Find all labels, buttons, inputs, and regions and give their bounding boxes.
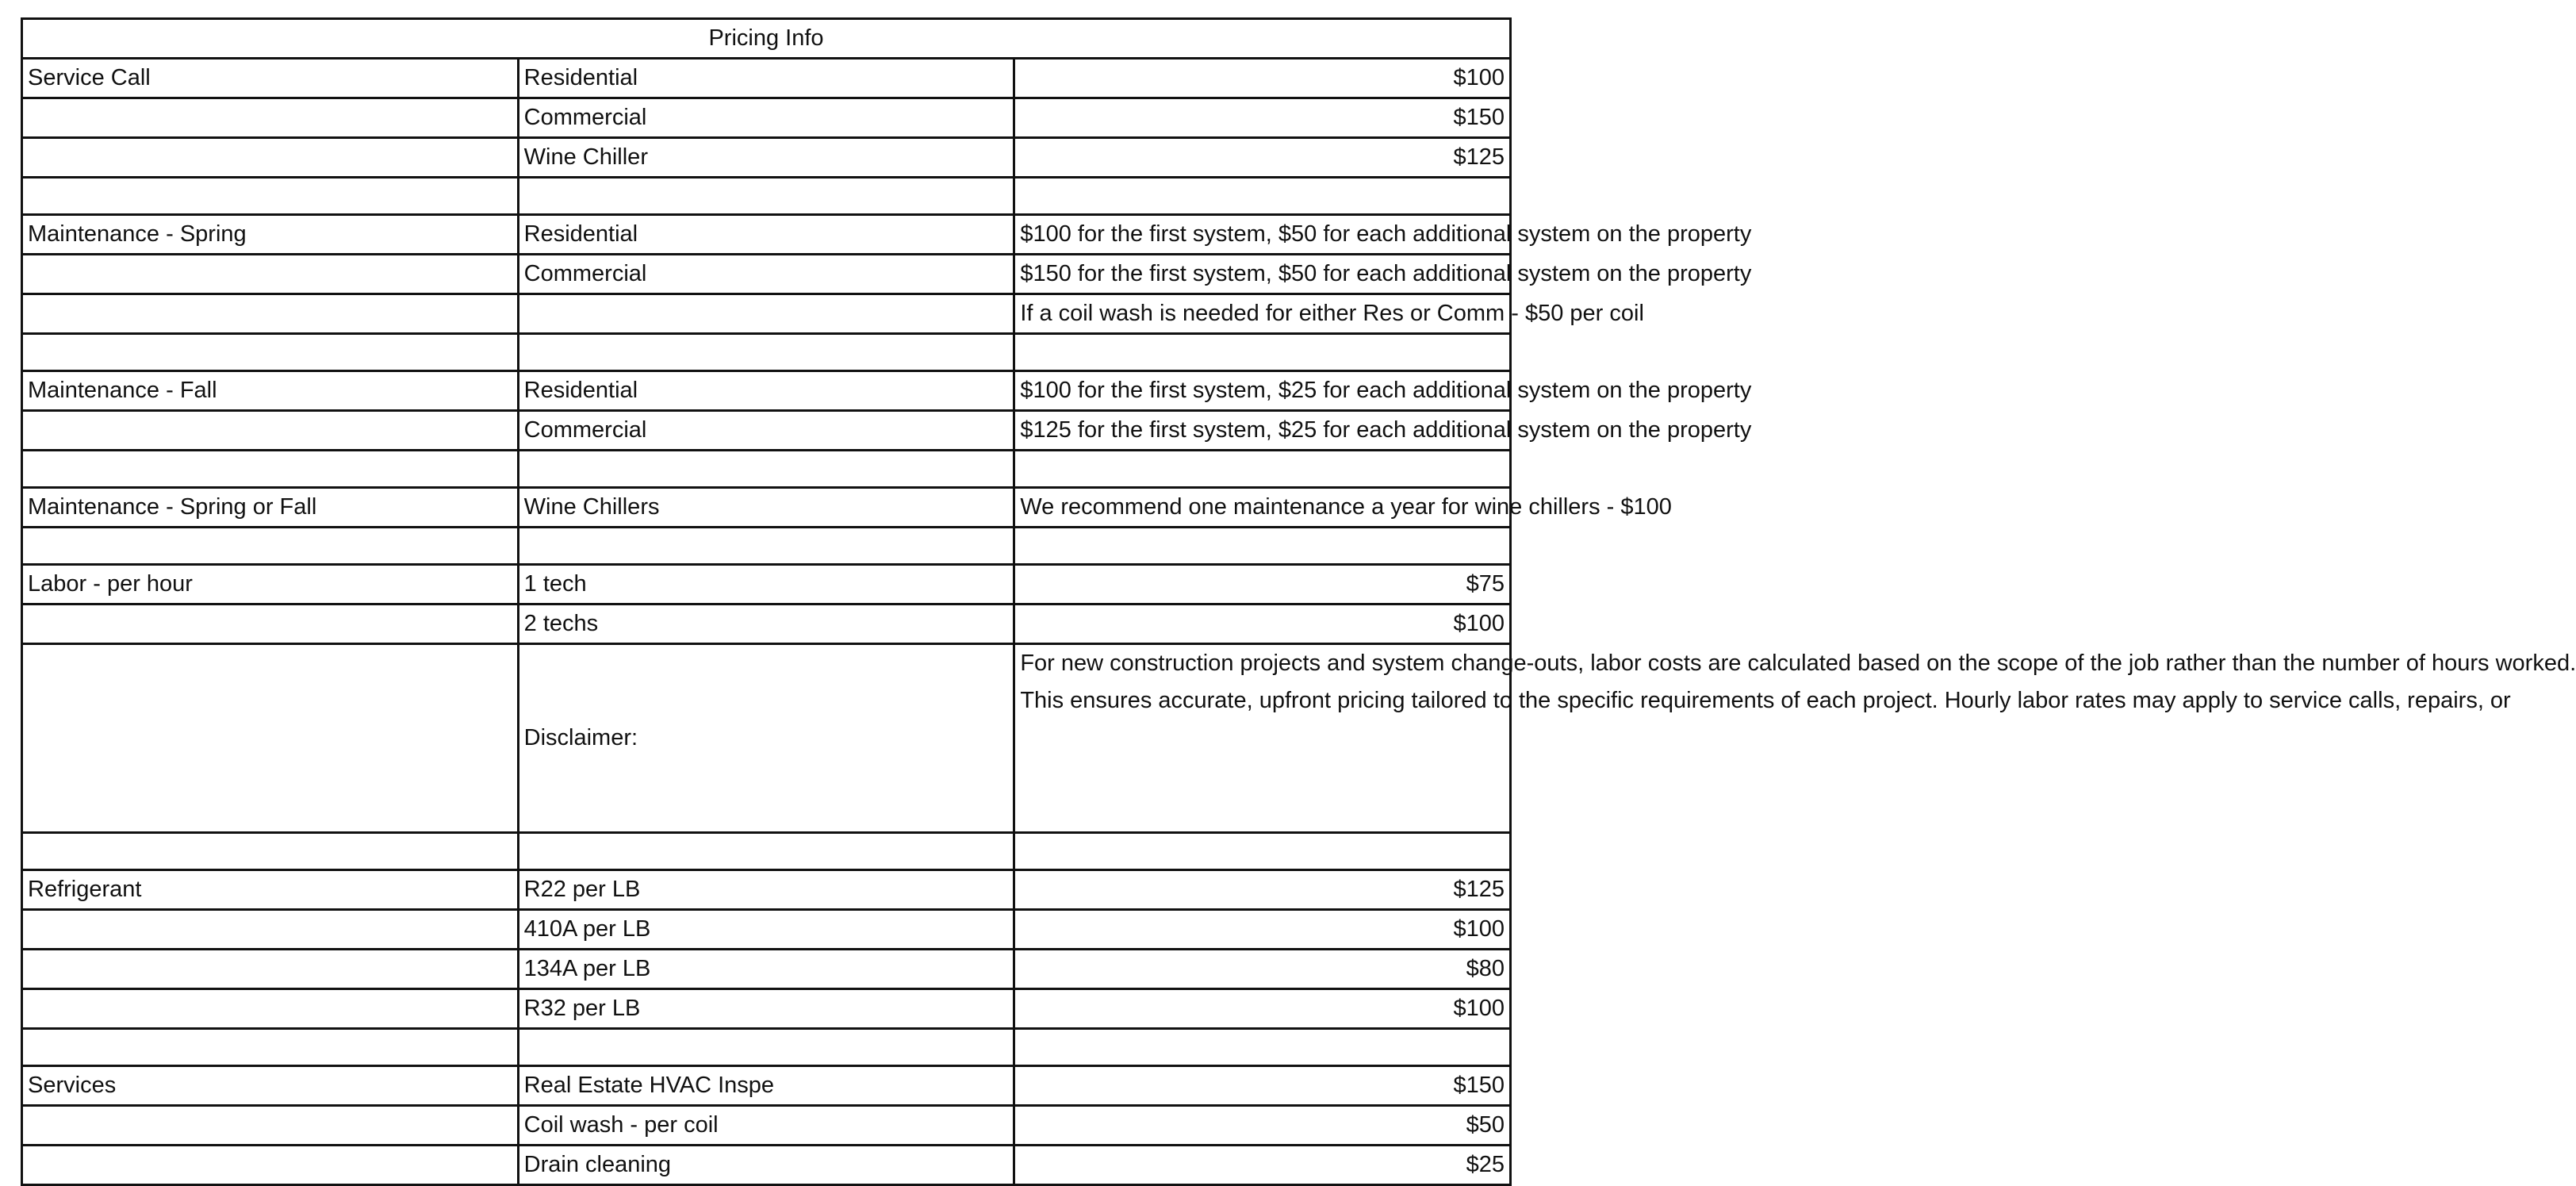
- category-cell[interactable]: [22, 833, 519, 870]
- price-cell[interactable]: [1014, 334, 1511, 371]
- table-row: [22, 98, 1511, 138]
- price-cell[interactable]: [1014, 833, 1511, 870]
- price-cell[interactable]: $100: [1014, 910, 1511, 950]
- table-row: [22, 451, 1511, 488]
- price-cell[interactable]: $150: [1014, 1066, 1511, 1106]
- title-row: [22, 19, 1511, 59]
- item-cell[interactable]: Commercial: [518, 411, 1014, 451]
- table-row: [22, 371, 1511, 411]
- category-cell[interactable]: [22, 255, 519, 294]
- disclaimer-paragraph-1: For new construction projects and system change-outs, labor costs are calculated based on the scope of the job rather than the number of hours worked.: [1020, 651, 2576, 676]
- table-row: [22, 255, 1511, 294]
- price-cell[interactable]: $100 for the first system, $25 for each additional system on the property: [1014, 371, 1511, 411]
- item-cell[interactable]: Residential: [518, 59, 1014, 98]
- category-cell[interactable]: [22, 1029, 519, 1066]
- item-cell[interactable]: [518, 178, 1014, 215]
- disclaimer-paragraph-2: This ensures accurate, upfront pricing tailored to the specific requirements of each project. Hourly labor rates may apply to service calls, repairs, or: [1020, 688, 2511, 713]
- table-title[interactable]: Pricing Info: [22, 19, 1511, 59]
- price-cell[interactable]: $100: [1014, 989, 1511, 1029]
- price-cell[interactable]: $100 for the first system, $50 for each additional system on the property: [1014, 215, 1511, 255]
- item-cell[interactable]: Wine Chiller: [518, 138, 1014, 178]
- table-row: [22, 605, 1511, 644]
- item-cell[interactable]: [518, 294, 1014, 334]
- price-cell[interactable]: $125 for the first system, $25 for each additional system on the property: [1014, 411, 1511, 451]
- price-cell[interactable]: $125: [1014, 138, 1511, 178]
- item-cell[interactable]: 2 techs: [518, 605, 1014, 644]
- category-cell[interactable]: [22, 178, 519, 215]
- item-cell[interactable]: Commercial: [518, 98, 1014, 138]
- item-cell[interactable]: [518, 833, 1014, 870]
- item-cell[interactable]: 1 tech: [518, 565, 1014, 605]
- category-cell[interactable]: [22, 334, 519, 371]
- table-row: [22, 1066, 1511, 1106]
- table-row: [22, 870, 1511, 910]
- price-cell[interactable]: $25: [1014, 1146, 1511, 1185]
- category-cell[interactable]: [22, 451, 519, 488]
- table-row: [22, 1146, 1511, 1185]
- category-cell[interactable]: Service Call: [22, 59, 519, 98]
- item-cell[interactable]: Wine Chillers: [518, 488, 1014, 528]
- table-row: [22, 294, 1511, 334]
- category-cell[interactable]: [22, 1146, 519, 1185]
- price-cell[interactable]: [1014, 528, 1511, 565]
- price-cell[interactable]: $50: [1014, 1106, 1511, 1146]
- item-cell[interactable]: Drain cleaning: [518, 1146, 1014, 1185]
- item-cell[interactable]: 410A per LB: [518, 910, 1014, 950]
- category-cell[interactable]: [22, 910, 519, 950]
- category-cell[interactable]: Maintenance - Fall: [22, 371, 519, 411]
- item-cell[interactable]: Coil wash - per coil: [518, 1106, 1014, 1146]
- table-row: [22, 334, 1511, 371]
- category-cell[interactable]: Maintenance - Spring: [22, 215, 519, 255]
- price-cell[interactable]: $100: [1014, 605, 1511, 644]
- pricing-table: [21, 17, 2576, 1186]
- category-cell[interactable]: Maintenance - Spring or Fall: [22, 488, 519, 528]
- category-cell[interactable]: [22, 294, 519, 334]
- price-cell[interactable]: [1014, 451, 1511, 488]
- table-row: [22, 528, 1511, 565]
- disclaimer-label[interactable]: Disclaimer:: [518, 644, 1014, 833]
- table-row: [22, 178, 1511, 215]
- price-cell[interactable]: $150 for the first system, $50 for each additional system on the property: [1014, 255, 1511, 294]
- category-cell[interactable]: [22, 528, 519, 565]
- table-row: [22, 565, 1511, 605]
- price-cell[interactable]: $100: [1014, 59, 1511, 98]
- item-cell[interactable]: Residential: [518, 371, 1014, 411]
- table-row: [22, 411, 1511, 451]
- table-row: [22, 138, 1511, 178]
- item-cell[interactable]: R32 per LB: [518, 989, 1014, 1029]
- category-cell[interactable]: [22, 989, 519, 1029]
- item-cell[interactable]: R22 per LB: [518, 870, 1014, 910]
- price-cell[interactable]: [1014, 178, 1511, 215]
- category-cell[interactable]: [22, 98, 519, 138]
- price-cell[interactable]: If a coil wash is needed for either Res or Comm - $50 per coil: [1014, 294, 1511, 334]
- item-cell[interactable]: [518, 334, 1014, 371]
- price-cell[interactable]: $125: [1014, 870, 1511, 910]
- table-row: [22, 488, 1511, 528]
- table-row: [22, 950, 1511, 989]
- table-row: [22, 215, 1511, 255]
- category-cell[interactable]: [22, 411, 519, 451]
- table-row: [22, 1106, 1511, 1146]
- table-row: [22, 59, 1511, 98]
- disclaimer-text-cell[interactable]: [1014, 644, 2576, 833]
- category-cell[interactable]: Refrigerant: [22, 870, 519, 910]
- table-row: [22, 910, 1511, 950]
- table-row: [22, 1029, 1511, 1066]
- item-cell[interactable]: [518, 528, 1014, 565]
- item-cell[interactable]: 134A per LB: [518, 950, 1014, 989]
- price-cell[interactable]: [1014, 1029, 1511, 1066]
- item-cell[interactable]: Residential: [518, 215, 1014, 255]
- category-cell[interactable]: [22, 1106, 519, 1146]
- table-row: [22, 989, 1511, 1029]
- category-cell[interactable]: [22, 950, 519, 989]
- table-row: [22, 833, 1511, 870]
- table-row-disclaimer: [22, 644, 1511, 833]
- price-cell[interactable]: We recommend one maintenance a year for wine chillers - $100: [1014, 488, 1511, 528]
- disclaimer-text: [1020, 645, 2576, 831]
- category-cell[interactable]: [22, 605, 519, 644]
- price-cell[interactable]: $75: [1014, 565, 1511, 605]
- category-cell[interactable]: Labor - per hour: [22, 565, 519, 605]
- category-cell[interactable]: Services: [22, 1066, 519, 1106]
- item-cell[interactable]: Real Estate HVAC Inspe: [518, 1066, 1014, 1106]
- category-cell[interactable]: [22, 138, 519, 178]
- price-cell[interactable]: $150: [1014, 98, 1511, 138]
- pricing-sheet: [21, 17, 2576, 1177]
- item-cell[interactable]: [518, 451, 1014, 488]
- item-cell[interactable]: Commercial: [518, 255, 1014, 294]
- category-cell[interactable]: [22, 644, 519, 833]
- item-cell[interactable]: [518, 1029, 1014, 1066]
- price-cell[interactable]: $80: [1014, 950, 1511, 989]
